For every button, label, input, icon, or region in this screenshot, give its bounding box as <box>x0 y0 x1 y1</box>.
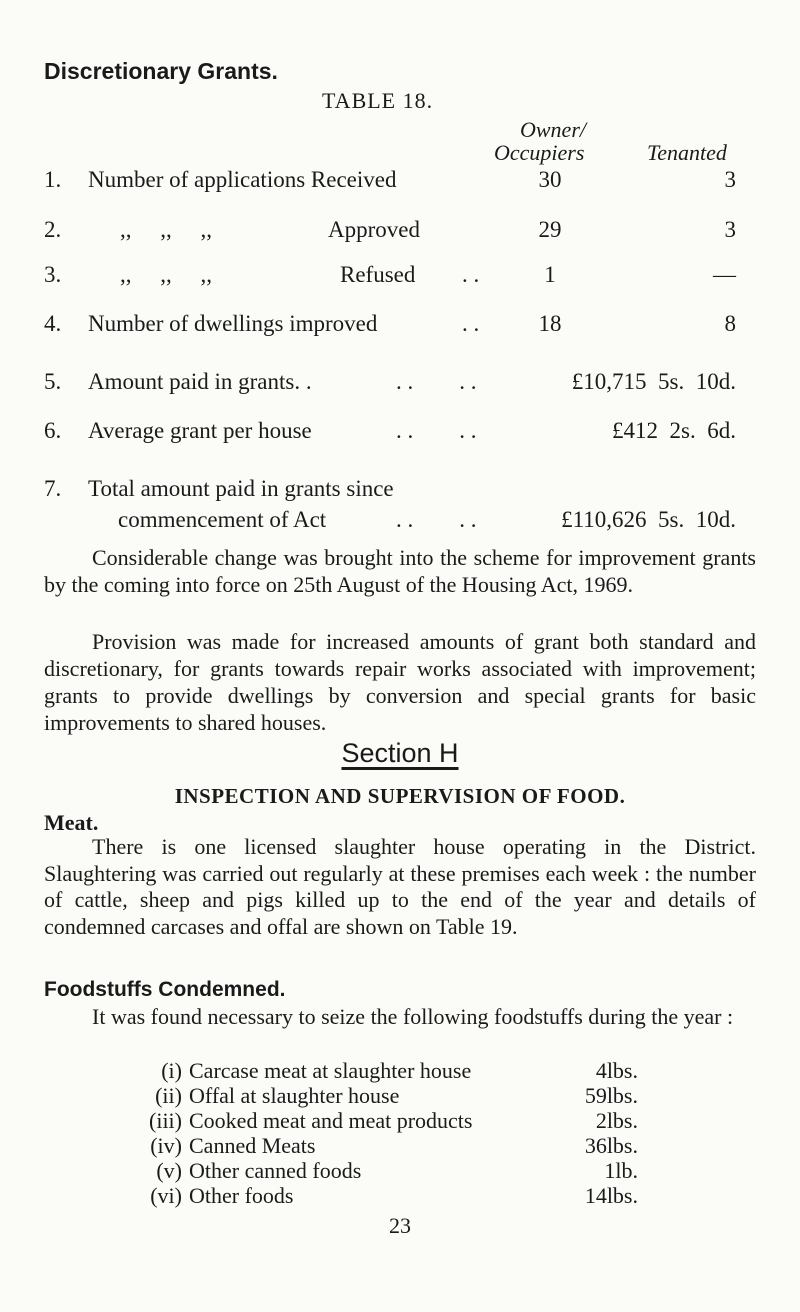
leader-dots: . . . . <box>396 507 477 532</box>
list-number: (iii) <box>149 1108 182 1133</box>
list-quantity: 2lbs. <box>595 1108 638 1133</box>
tenanted-value: — <box>713 262 736 287</box>
list-quantity: 36lbs. <box>584 1133 638 1158</box>
list-number: (iv) <box>150 1133 182 1158</box>
amount-value: £110,626 5s. 10d. <box>561 507 736 532</box>
list-number: (ii) <box>155 1083 182 1108</box>
row-number: 4. <box>44 311 62 336</box>
row-number: 2. <box>44 217 62 242</box>
section-subtitle: INSPECTION AND SUPERVISION OF FOOD. <box>174 784 626 808</box>
owner-value: 30 <box>538 167 562 192</box>
tenanted-value: 8 <box>724 311 736 336</box>
page-title: Discretionary Grants. <box>44 58 278 84</box>
list-number: (i) <box>161 1058 182 1083</box>
owner-value: 1 <box>544 262 556 287</box>
paragraph-housing-act: Considerable change was brought into the scheme for improvement grants by the coming into force on 25th August of the Housing Act, 1969. <box>44 545 756 597</box>
owner-value: 29 <box>538 217 562 242</box>
paragraph-meat: There is one licensed slaughter house operating in the District. Slaughtering was carried out regularly at these premises each week : the number of cattle, sheep and pigs killed up to the end of the year and details of condemned carcases and offal are shown on Table 19. <box>44 834 756 939</box>
section-title <box>0 738 800 769</box>
ditto-marks: ,, ,, ,, <box>120 262 212 287</box>
list-item: Canned Meats <box>189 1133 316 1158</box>
list-quantity: 59lbs. <box>584 1083 638 1108</box>
list-item: Other foods <box>189 1183 294 1208</box>
row-number: 7. <box>44 476 62 501</box>
row-number: 5. <box>44 369 62 394</box>
table-caption: TABLE 18. <box>322 88 434 113</box>
amount-value: £10,715 5s. 10d. <box>571 369 736 394</box>
list-number: (vi) <box>150 1183 182 1208</box>
row-label: Refused <box>340 262 416 287</box>
column-header-owner: Owner/ <box>520 117 586 142</box>
row-label: Amount paid in grants. . <box>88 369 312 394</box>
leader-dots: . . . . <box>396 418 477 443</box>
leader-dots: . . <box>462 311 480 336</box>
row-label: Total amount paid in grants since <box>88 476 394 501</box>
row-label-continued: commencement of Act <box>118 507 327 532</box>
row-number: 6. <box>44 418 62 443</box>
list-quantity: 4lbs. <box>595 1058 638 1083</box>
list-item: Cooked meat and meat products <box>189 1108 473 1133</box>
leader-dots: . . <box>462 262 480 287</box>
list-item: Offal at slaughter house <box>189 1083 400 1108</box>
ditto-marks: ,, ,, ,, <box>120 217 212 242</box>
row-label: Number of dwellings improved <box>88 311 378 336</box>
owner-value: 18 <box>538 311 562 336</box>
section-title-text: Section H <box>341 738 459 768</box>
column-header-tenanted: Tenanted <box>647 140 727 165</box>
tenanted-value: 3 <box>724 167 736 192</box>
row-label: Number of applications Received <box>88 167 397 192</box>
page-number: 23 <box>389 1213 411 1238</box>
row-label: Approved <box>328 217 420 242</box>
foodstuffs-heading: Foodstuffs Condemned. <box>44 978 286 1001</box>
row-label: Average grant per house <box>88 418 312 443</box>
row-number: 3. <box>44 262 62 287</box>
tenanted-value: 3 <box>724 217 736 242</box>
leader-dots: . . . . <box>396 369 477 394</box>
column-header-owner-line2: Occupiers <box>494 140 585 165</box>
paragraph-provision: Provision was made for increased amounts of grant both standard and discretionary, for grants towards repair works associated with improvement; grants to provide dwellings by conversion and special grants for basic improvements to shared houses. <box>44 629 756 735</box>
list-item: Other canned foods <box>189 1158 362 1183</box>
meat-heading: Meat. <box>44 810 99 835</box>
list-number: (v) <box>156 1158 182 1183</box>
list-quantity: 14lbs. <box>584 1183 638 1208</box>
amount-value: £412 2s. 6d. <box>612 418 736 443</box>
paragraph-foodstuffs-intro: It was found necessary to seize the following foodstuffs during the year : <box>92 1004 734 1029</box>
row-number: 1. <box>44 167 62 192</box>
list-item: Carcase meat at slaughter house <box>189 1058 472 1083</box>
list-quantity: 1lb. <box>604 1158 638 1183</box>
